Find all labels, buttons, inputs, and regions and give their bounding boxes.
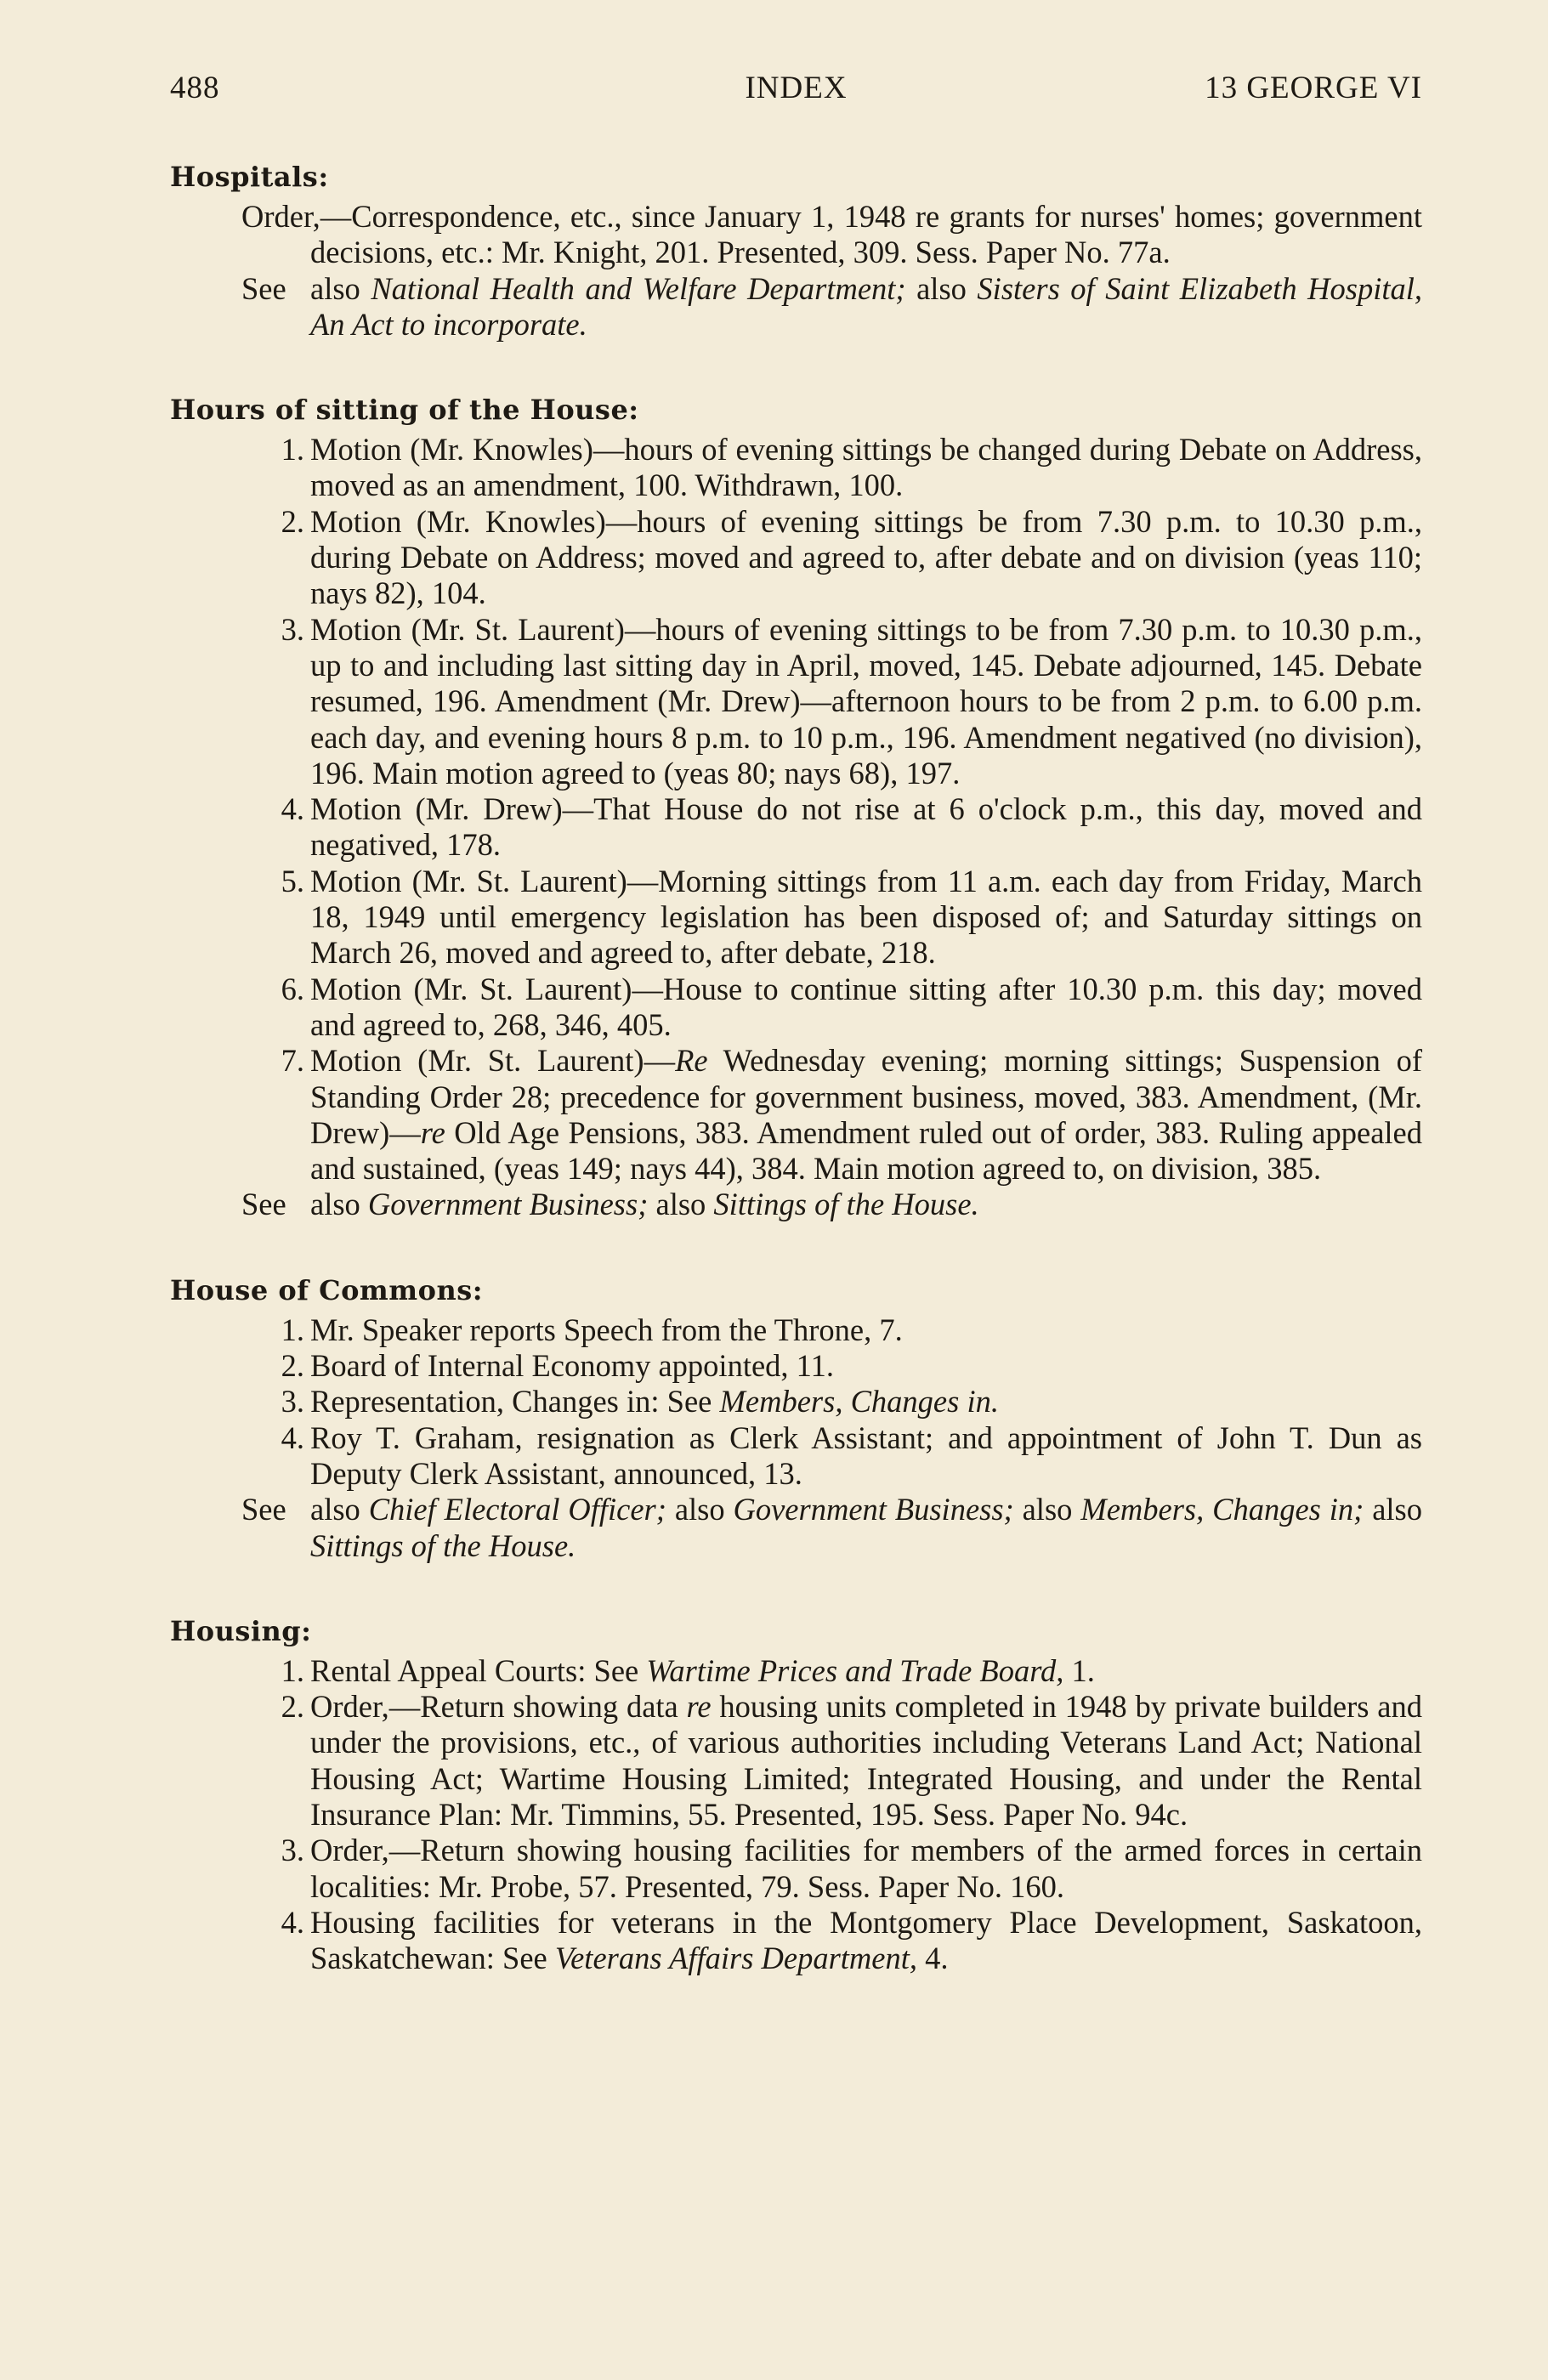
list-item (170, 612, 1422, 791)
see-label: See (241, 270, 286, 306)
list-item (170, 791, 1422, 864)
entry-text: Wednesday evening; morning sittings; Suspension of Standing Order 28; precedence for government business, moved, 383. Amendment, (Mr. Drew)— (310, 1043, 1422, 1150)
item-number: 3. (281, 1833, 304, 1868)
see-also-word: also (1372, 1492, 1423, 1527)
cross-reference: Sittings of the House. (713, 1187, 979, 1222)
entry-text: Order,—Return showing housing facilities for members of the armed forces in certain localities: Mr. Probe, 57. Presented, 79. Sess. Paper No. 160. (310, 1833, 1422, 1904)
see-also-word: also (1022, 1492, 1073, 1527)
entry-text: Representation, Changes in: See (310, 1384, 720, 1420)
entry-text: Motion (Mr. Knowles)—hours of evening sittings be from 7.30 p.m. to 10.30 p.m., during Debate on Address; moved and agreed to, after debate and on division (yeas 110; nays 82), 104. (310, 503, 1422, 611)
see-also-entry (170, 1492, 1422, 1564)
page-header (170, 70, 1422, 112)
entry-text: 4. (917, 1941, 949, 1976)
item-number: 4. (281, 1420, 304, 1455)
see-also-word: also (310, 1492, 360, 1527)
list-item (170, 1348, 1422, 1384)
item-number: 1. (281, 1652, 304, 1688)
list-item (170, 432, 1422, 504)
cross-reference: National Health and Welfare Department; (371, 270, 906, 306)
entry-text: Motion (Mr. St. Laurent)—Morning sittings from 11 a.m. each day from Friday, March 18, 1949 until emergency legislation has been disposed of; and Saturday sittings on March 26, moved and agreed to, after debate, 218. (310, 863, 1422, 971)
section-heading: Hospitals: (170, 161, 329, 193)
see-also-entry (170, 1187, 1422, 1222)
see-also-word: also (674, 1492, 725, 1527)
item-number: 2. (281, 503, 304, 539)
section-house-of-commons (170, 1273, 1422, 1564)
order-entry (170, 199, 1422, 271)
running-head: 13 GEORGE VI (1205, 71, 1422, 105)
list-item (170, 1905, 1422, 1977)
cross-reference: Government Business; (367, 1187, 649, 1222)
item-number: 2. (281, 1689, 304, 1725)
see-label: See (241, 1492, 286, 1527)
see-also-word: also (916, 270, 967, 306)
italic-re: Re (675, 1043, 708, 1079)
cross-reference: Sisters of Saint Elizabeth Hospital, An Act to incorporate. (310, 270, 1422, 342)
see-also-word: also (310, 270, 360, 306)
cross-reference: Chief Electoral Officer; (368, 1492, 666, 1527)
entry-text: Old Age Pensions, 383. Amendment ruled out of order, 383. Ruling appealed and sustained, (yeas 149; nays 44), 384. Main motion agreed to, on division, 385. (310, 1114, 1422, 1187)
italic-re: re (686, 1689, 712, 1725)
item-number: 1. (281, 1312, 304, 1347)
list-item (170, 864, 1422, 972)
italic-re: re (420, 1114, 445, 1150)
list-item (170, 1653, 1422, 1689)
cross-reference: Government Business; (733, 1492, 1014, 1527)
entry-text: Order,—Return showing data (310, 1689, 687, 1725)
list-item (170, 1833, 1422, 1905)
entry-text: Motion (Mr. St. Laurent)—House to continue sitting after 10.30 p.m. this day; moved and agreed to, 268, 346, 405. (310, 971, 1422, 1042)
see-label: See (241, 1187, 286, 1222)
page-number: 488 (170, 71, 220, 105)
entry-text: Motion (Mr. Drew)—That House do not rise at 6 o'clock p.m., this day, moved and negatived, 178. (310, 791, 1422, 863)
item-number: 3. (281, 611, 304, 647)
entry-text: Board of Internal Economy appointed, 11. (310, 1348, 834, 1384)
list-item (170, 1043, 1422, 1187)
see-also-word: also (310, 1187, 360, 1222)
section-heading: House of Commons: (170, 1273, 484, 1306)
entry-text: Motion (Mr. St. Laurent)—hours of evening sittings to be from 7.30 p.m. to 10.30 p.m., up to and including last sitting day in April, moved, 145. Debate adjourned, 145. Debate resumed, 196. Amendment (Mr. Drew)—afternoon hours to be from 2 p.m. to 6.00 p.m. each day, and evening hours 8 p.m. to 10 p.m., 196. Amendment negatived (no division), 196. Main motion agreed to (yeas 80; nays 68), 197. (310, 611, 1422, 790)
entry-text: housing units completed in 1948 by private builders and under the provisions, etc., of various authorities including Veterans Land Act; National Housing Act; Wartime Housing Limited; Integrated Housing, and under the Rental Insurance Plan: Mr. Timmins, 55. Presented, 195. Sess. Paper No. 94c. (310, 1689, 1422, 1832)
entry-text: Mr. Speaker reports Speech from the Throne, 7. (310, 1312, 903, 1347)
list-item (170, 1689, 1422, 1833)
section-heading: Hours of sitting of the House: (170, 394, 639, 427)
list-item (170, 972, 1422, 1044)
entry-text: Housing facilities for veterans in the Montgomery Place Development, Saskatoon, Saskatchewan: See (310, 1904, 1422, 1976)
cross-reference: Members, Changes in; (1080, 1492, 1364, 1527)
see-also-word: also (655, 1187, 706, 1222)
item-number: 4. (281, 791, 304, 827)
item-number: 6. (281, 971, 304, 1006)
page-title: INDEX (745, 71, 848, 105)
section-hospitals (170, 160, 1422, 343)
entry-text: Rental Appeal Courts: See (310, 1652, 647, 1688)
item-number: 4. (281, 1904, 304, 1940)
entry-text: 1. (1063, 1652, 1095, 1688)
index-content (170, 160, 1422, 2026)
section-housing (170, 1614, 1422, 1977)
entry-text: Motion (Mr. Knowles)—hours of evening sittings be changed during Debate on Address, moved as an amendment, 100. Withdrawn, 100. (310, 432, 1422, 503)
entry-text: Order,—Correspondence, etc., since January 1, 1948 re grants for nurses' homes; government decisions, etc.: Mr. Knight, 201. Presented, 309. Sess. Paper No. 77a. (241, 199, 1422, 270)
item-number: 7. (281, 1043, 304, 1079)
item-number: 5. (281, 863, 304, 898)
section-hours-of-sitting (170, 393, 1422, 1223)
cross-reference: Wartime Prices and Trade Board, (646, 1652, 1064, 1688)
list-item (170, 1420, 1422, 1493)
entry-text: Motion (Mr. St. Laurent)— (310, 1043, 676, 1079)
cross-reference: Veterans Affairs Department, (554, 1941, 918, 1976)
list-item (170, 1384, 1422, 1420)
cross-reference: Sittings of the House. (310, 1527, 576, 1563)
entry-text: Roy T. Graham, resignation as Clerk Assistant; and appointment of John T. Dun as Deputy Clerk Assistant, announced, 13. (310, 1420, 1422, 1491)
item-number: 3. (281, 1384, 304, 1420)
list-item (170, 1312, 1422, 1348)
item-number: 1. (281, 432, 304, 468)
cross-reference: Members, Changes in. (719, 1384, 999, 1420)
section-heading: Housing: (170, 1614, 312, 1647)
list-item (170, 504, 1422, 612)
item-number: 2. (281, 1348, 304, 1384)
see-also-entry (170, 271, 1422, 343)
